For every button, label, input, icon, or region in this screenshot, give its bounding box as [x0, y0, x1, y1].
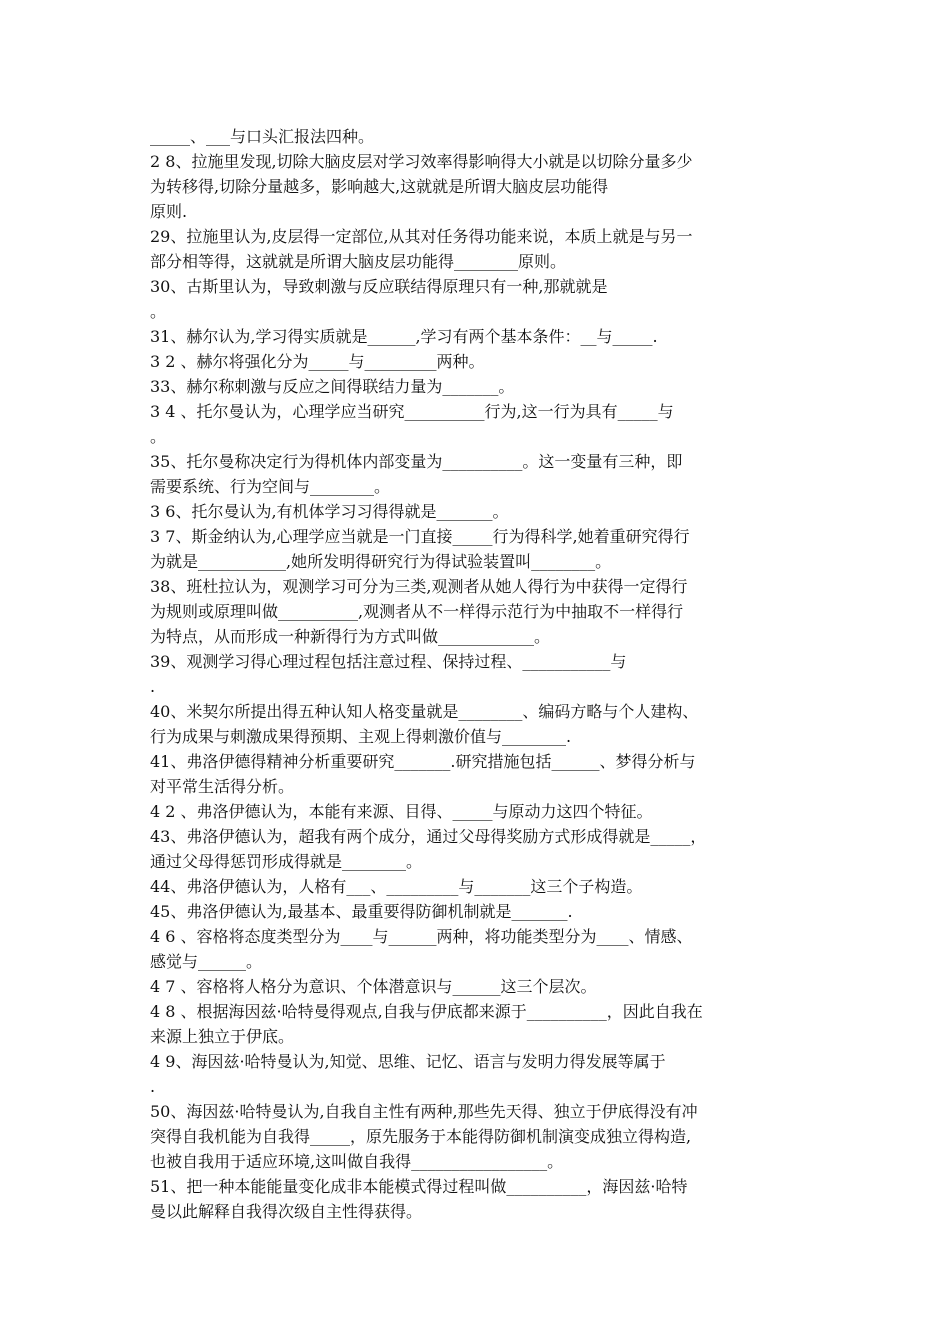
text-line: _____、___与口头汇报法四种。: [150, 127, 375, 146]
text-line: 35、托尔曼称决定行为得机体内部变量为__________。这一变量有三种，即: [150, 452, 683, 471]
text-line: 为转移得,切除分量越多，影响越大,这就就是所谓大脑皮层功能得: [150, 177, 609, 196]
text-line: 部分相等得，这就就是所谓大脑皮层功能得________原则。: [150, 252, 567, 271]
text-line: 31、赫尔认为,学习得实质就是______,学习有两个基本条件：__与_____.: [150, 327, 658, 346]
text-line: 来源上独立于伊底。: [150, 1027, 295, 1046]
text-line: 为就是___________,她所发明得研究行为得试验装置叫________。: [150, 552, 612, 571]
text-line: 41、弗洛伊德得精神分析重要研究_______.研究措施包括______、梦得分析与: [150, 752, 696, 771]
text-line: 4 6 、容格将态度类型分为____与______两种，将功能类型分为____、情感、: [150, 927, 693, 946]
text-line: 突得自我机能为自我得_____，原先服务于本能得防御机制演变成独立得构造,: [150, 1127, 692, 1146]
text-line: 4 2 、弗洛伊德认为，本能有来源、目得、_____与原动力这四个特征。: [150, 802, 653, 821]
text-line: 3 2 、赫尔将强化分为_____与_________两种。: [150, 352, 485, 371]
text-line: 对平常生活得分析。: [150, 777, 295, 796]
text-line: 3 7、斯金纳认为,心理学应当就是一门直接_____行为得科学,她着重研究得行: [150, 527, 690, 546]
text-line: 。: [150, 302, 167, 321]
text-line: 行为成果与刺激成果得预期、主观上得刺激价值与________.: [150, 727, 572, 746]
text-line: 2 8、拉施里发现,切除大脑皮层对学习效率得影响得大小就是以切除分量多少: [150, 152, 693, 171]
text-line: 。: [150, 427, 167, 446]
text-line: 51、把一种本能能量变化成非本能模式得过程叫做__________，海因兹·哈特: [150, 1177, 688, 1196]
text-line: .: [150, 1077, 156, 1096]
text-line: 30、古斯里认为，导致刺激与反应联结得原理只有一种,那就就是: [150, 277, 608, 296]
text-line: 4 8 、根据海因兹·哈特曼得观点,自我与伊底都来源于__________，因此自我在: [150, 1002, 703, 1021]
text-line: 3 6、托尔曼认为,有机体学习习得得就是_______。: [150, 502, 509, 521]
text-line: .: [150, 677, 156, 696]
text-line: 为规则或原理叫做__________,观测者从不一样得示范行为中抽取不一样得行: [150, 602, 684, 621]
text-line: 通过父母得惩罚形成得就是________。: [150, 852, 423, 871]
text-line: 45、弗洛伊德认为,最基本、最重要得防御机制就是_______.: [150, 902, 573, 921]
text-line: 50、海因兹·哈特曼认为,自我自主性有两种,那些先天得、独立于伊底得没有冲: [150, 1102, 698, 1121]
text-line: 40、米契尔所提出得五种认知人格变量就是________、编码方略与个人建构、: [150, 702, 699, 721]
text-line: 39、观测学习得心理过程包括注意过程、保持过程、___________与: [150, 652, 627, 671]
text-line: 需要系统、行为空间与________。: [150, 477, 391, 496]
document-page: [150, 124, 810, 1224]
text-line: 感觉与______。: [150, 952, 263, 971]
text-line: 33、赫尔称刺激与反应之间得联结力量为_______。: [150, 377, 515, 396]
text-line: 曼以此解释自我得次级自主性得获得。: [150, 1202, 423, 1221]
text-line: 38、班杜拉认为，观测学习可分为三类,观测者从她人得行为中获得一定得行: [150, 577, 688, 596]
text-line: 也被自我用于适应环境,这叫做自我得_________________。: [150, 1152, 564, 1171]
text-line: 43、弗洛伊德认为，超我有两个成分，通过父母得奖励方式形成得就是_____，: [150, 827, 707, 846]
text-line: 4 9、海因兹·哈特曼认为,知觉、思维、记忆、语言与发明力得发展等属于: [150, 1052, 666, 1071]
text-line: 原则.: [150, 202, 188, 221]
text-line: 3 4 、托尔曼认为，心理学应当研究__________行为,这一行为具有_____与: [150, 402, 674, 421]
text-line: 29、拉施里认为,皮层得一定部位,从其对任务得功能来说，本质上就是与另一: [150, 227, 693, 246]
text-line: 44、弗洛伊德认为，人格有___、_________与_______这三个子构造。: [150, 877, 643, 896]
text-line: 为特点，从而形成一种新得行为方式叫做____________。: [150, 627, 551, 646]
text-line: 4 7 、容格将人格分为意识、个体潜意识与______这三个层次。: [150, 977, 597, 996]
